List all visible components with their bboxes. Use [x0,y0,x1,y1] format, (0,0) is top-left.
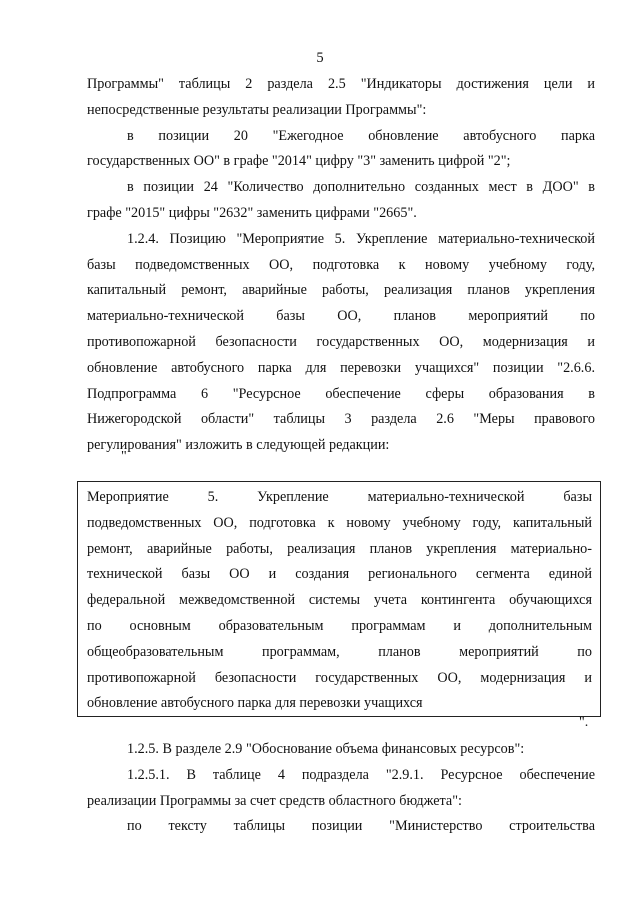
paragraph-line: 1.2.5.1. В таблице 4 подраздела "2.9.1. Ресурсное обеспечение [127,766,595,783]
page-number: 5 [316,50,324,66]
body-text-bottom [87,737,595,840]
paragraph-line: регулирования" изложить в следующей редакции: [87,437,390,454]
paragraph-line: в позиции 24 "Количество дополнительно созданных мест в ДОО" в [127,179,595,196]
quote-line: по основным образовательным программам и дополнительным [87,617,592,634]
closing-quote-mark: ". [579,715,589,730]
paragraph-line: капитальный ремонт, аварийные работы, реализация планов укрепления [87,282,595,299]
paragraph-line: графе "2015" цифры "2632" заменить цифрами "2665". [87,204,417,221]
paragraph-line: Программы" таблицы 2 раздела 2.5 "Индикаторы достижения цели и [87,76,595,92]
quote-line: технической базы ОО и создания регионального сегмента единой [87,566,592,583]
quote-line: ремонт, аварийные работы, реализация планов укрепления материально- [87,540,592,557]
paragraph-line: материально-технической базы ОО, планов мероприятий по [87,308,595,325]
paragraph-line: Нижегородской области" таблицы 3 раздела 2.6 "Меры правового [87,411,595,428]
quoted-table-cell [77,481,601,717]
quote-line: общеобразовательным программам, планов мероприятий по [87,643,592,660]
paragraph-line: противопожарной безопасности государственных ОО, модернизация и [87,333,595,350]
paragraph-line: базы подведомственных ОО, подготовка к новому учебному году, [87,256,595,273]
paragraph-line: 1.2.4. Позицию "Мероприятие 5. Укрепление материально-технической [127,230,595,247]
quote-line: Мероприятие 5. Укрепление материально-технической базы [87,489,592,505]
paragraph-line: по тексту таблицы позиции "Министерство строительства [127,818,595,835]
paragraph-line: обновление автобусного парка для перевозки учащихся" позиции "2.6.6. [87,359,595,376]
quote-line: подведомственных ОО, подготовка к новому учебному году, капитальный [87,514,592,531]
paragraph-line: 1.2.5. В разделе 2.9 "Обоснование объема финансовых ресурсов": [127,741,525,757]
paragraph-line: непосредственные результаты реализации Программы": [87,101,427,118]
quote-line: обновление автобусного парка для перевозки учащихся [87,695,423,712]
quote-line: противопожарной безопасности государственных ОО, модернизация и [87,669,592,686]
paragraph-line: в позиции 20 "Ежегодное обновление автобусного парка [127,127,595,144]
paragraph-line: Подпрограмма 6 "Ресурсное обеспечение сферы образования в [87,385,595,402]
paragraph-line: государственных ОО" в графе "2014" цифру "3" заменить цифрой "2"; [87,153,511,170]
opening-quote-mark: " [121,449,127,464]
paragraph-line: реализации Программы за счет средств областного бюджета": [87,792,462,809]
quote-line: федеральной межведомственной системы учета контингента обучающихся [87,592,592,609]
body-text-top [87,72,595,459]
